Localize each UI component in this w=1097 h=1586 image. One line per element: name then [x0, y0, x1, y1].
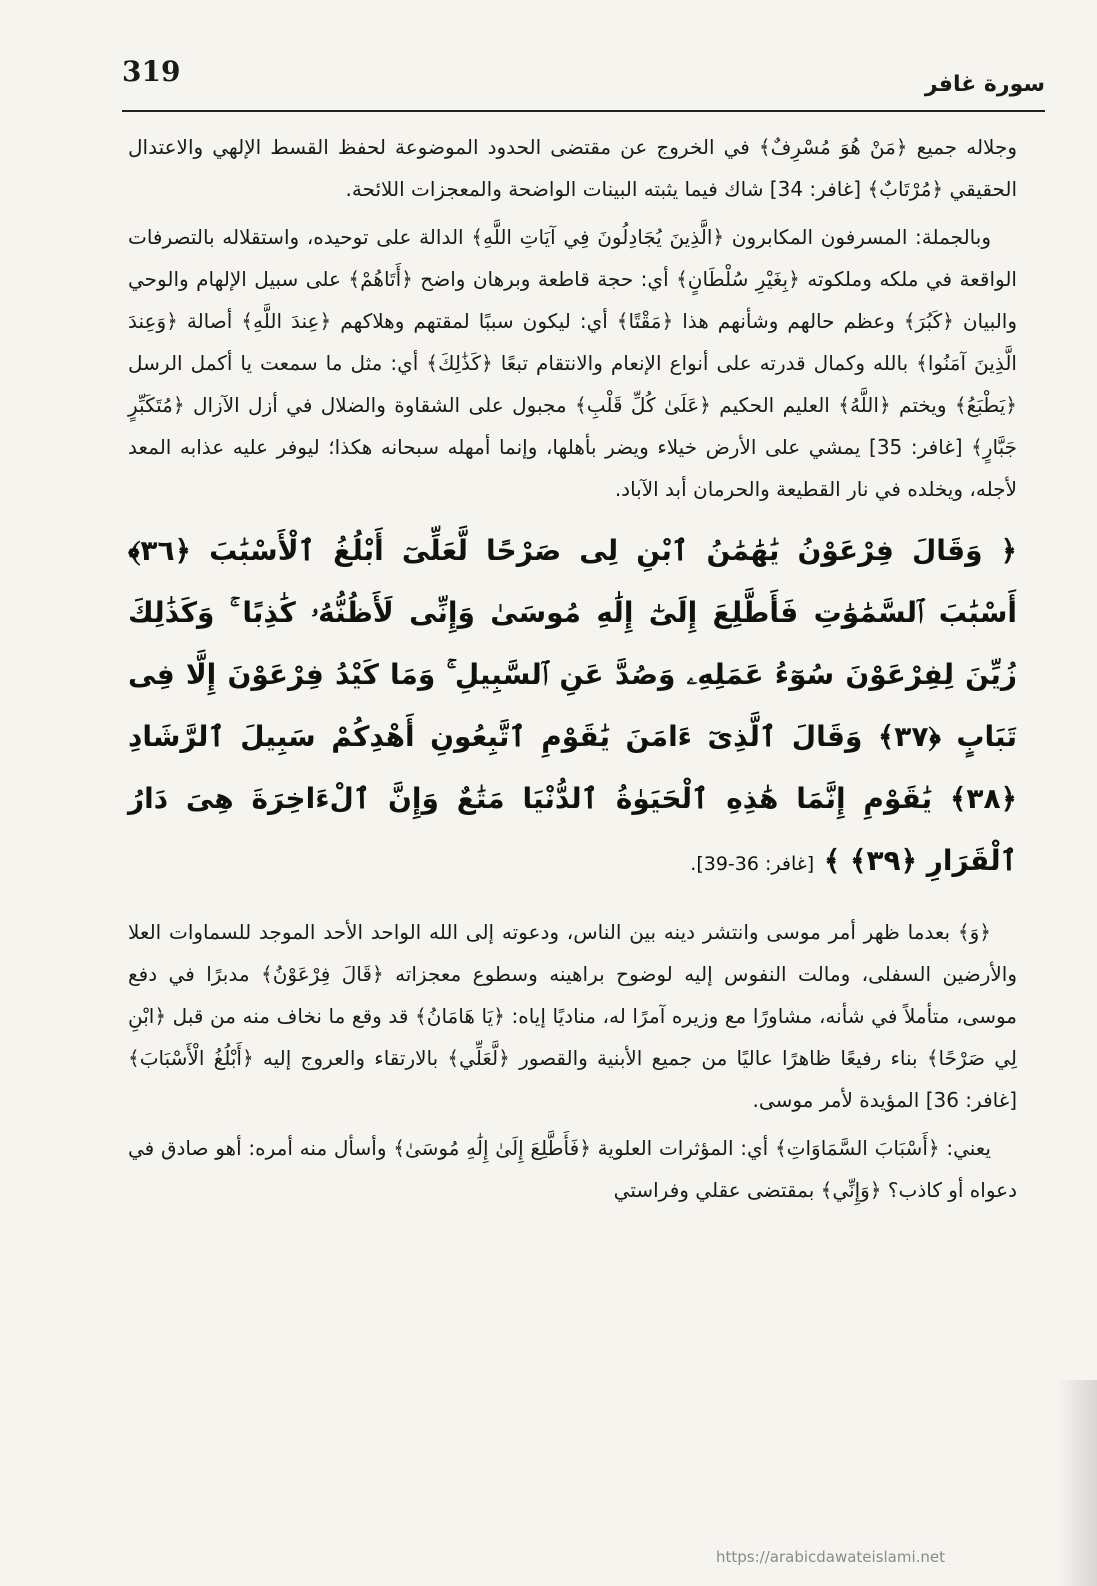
quran-verse-block — [128, 520, 1017, 895]
page-body — [128, 126, 1017, 1217]
paragraph-4: يعني: ﴿أَسْبَابَ السَّمَاوَاتِ﴾ أي: المؤثرات العلوية ﴿فَأَطَّلِعَ إِلَىٰ إِلَٰهِ مُوسَىٰ﴾ وأسأل منه أمره: أهو صادق في دعواه أو كاذب؟ ﴿وَإِنِّي﴾ بمقتضى عقلي وفراستي — [128, 1136, 1017, 1202]
paragraph-2: وبالجملة: المسرفون المكابرون ﴿الَّذِينَ يُجَادِلُونَ فِي آيَاتِ اللَّهِ﴾ الدالة على توحيده، واستقلاله بالتصرفات الواقعة في ملكه وملكوته ﴿بِغَيْرِ سُلْطَانٍ﴾ أي: حجة قاطعة وبرهان واضح ﴿أَتَاهُمْ﴾ على سبيل الإلهام والوحي والبيان ﴿كَبُرَ﴾ وعظم حالهم وشأنهم هذا ﴿مَقْتًا﴾ أي: ليكون سببًا لمقتهم وهلاكهم ﴿عِندَ اللَّهِ﴾ أصالة ﴿وَعِندَ الَّذِينَ آمَنُوا﴾ بالله وكمال قدرته على أنواع الإنعام والانتقام تبعًا ﴿كَذَٰلِكَ﴾ أي: مثل ما سمعت يا أكمل الرسل ﴿يَطْبَعُ﴾ ويختم ﴿اللَّهُ﴾ العليم الحكيم ﴿عَلَىٰ كُلِّ قَلْبِ﴾ مجبول على الشقاوة والضلال في أزل الآزال ﴿مُتَكَبِّرٍ جَبَّارٍ﴾ [غافر: 35] يمشي على الأرض خيلاء ويضر بأهلها، وإنما أمهله سبحانه هكذا؛ ليوفر عليه عذابه المعد لأجله، ويخلده في نار القطيعة والحرمان أبد الآباد. — [128, 225, 1017, 501]
verse-reference: [غافر: 36-39]. — [690, 853, 815, 875]
scan-edge-shadow — [1057, 1380, 1097, 1586]
watermark-url: https://arabicdawateislami.net — [716, 1548, 946, 1566]
paragraph-3: ﴿وَ﴾ بعدما ظهر أمر موسى وانتشر دينه بين الناس، ودعوته إلى الله الواحد الأحد الموجد للسماوات العلا والأرضين السفلى، ومالت النفوس إليه لوضوح براهينه وسطوع معجزاته ﴿قَالَ فِرْعَوْنُ﴾ مدبرًا في دفع موسى، متأملاً في شأنه، مشاورًا مع وزيره آمرًا له، مناديًا إياه: ﴿يَا هَامَانُ﴾ قد وقع ما نخاف منه من قبل ﴿ابْنِ لِي صَرْحًا﴾ بناء رفيعًا ظاهرًا عاليًا من جميع الأبنية والقصور ﴿لَّعَلِّي﴾ بالارتقاء والعروج إليه ﴿أَبْلُغُ الْأَسْبَابَ﴾ [غافر: 36] المؤيدة لأمر موسى. — [128, 920, 1017, 1112]
page-number: 319 — [122, 55, 181, 88]
surah-title: سورة غافر — [924, 72, 1045, 97]
header-divider — [122, 110, 1045, 112]
paragraph-1: وجلاله جميع ﴿مَنْ هُوَ مُسْرِفٌ﴾ في الخروج عن مقتضى الحدود الموضوعة لحفظ القسط الإلهي والاعتدال الحقيقي ﴿مُرْتَابٌ﴾ [غافر: 34] شاك فيما يثبته البينات الواضحة والمعجزات اللائحة. — [128, 135, 1017, 201]
quran-verse-text: ﴿ وَقَالَ فِرْعَوْنُ يَٰهَٰمَٰنُ ٱبْنِ لِى صَرْحًا لَّعَلِّىٓ أَبْلُغُ ٱلْأَسْبَٰبَ ﴿٣٦﴾ أَسْبَٰبَ ٱلسَّمَٰوَٰتِ فَأَطَّلِعَ إِلَىٰٓ إِلَٰهِ مُوسَىٰ وَإِنِّى لَأَظُنُّهُۥ كَٰذِبًا ۚ وَكَذَٰلِكَ زُيِّنَ لِفِرْعَوْنَ سُوٓءُ عَمَلِهِۦ وَصُدَّ عَنِ ٱلسَّبِيلِ ۚ وَمَا كَيْدُ فِرْعَوْنَ إِلَّا فِى تَبَابٍ ﴿٣٧﴾ وَقَالَ ٱلَّذِىٓ ءَامَنَ يَٰقَوْمِ ٱتَّبِعُونِ أَهْدِكُمْ سَبِيلَ ٱلرَّشَادِ ﴿٣٨﴾ يَٰقَوْمِ إِنَّمَا هَٰذِهِ ٱلْحَيَوٰةُ ٱلدُّنْيَا مَتَٰعٌ وَإِنَّ ٱلْءَاخِرَةَ هِىَ دَارُ ٱلْقَرَارِ ﴿٣٩﴾ ﴾ — [128, 534, 1017, 877]
